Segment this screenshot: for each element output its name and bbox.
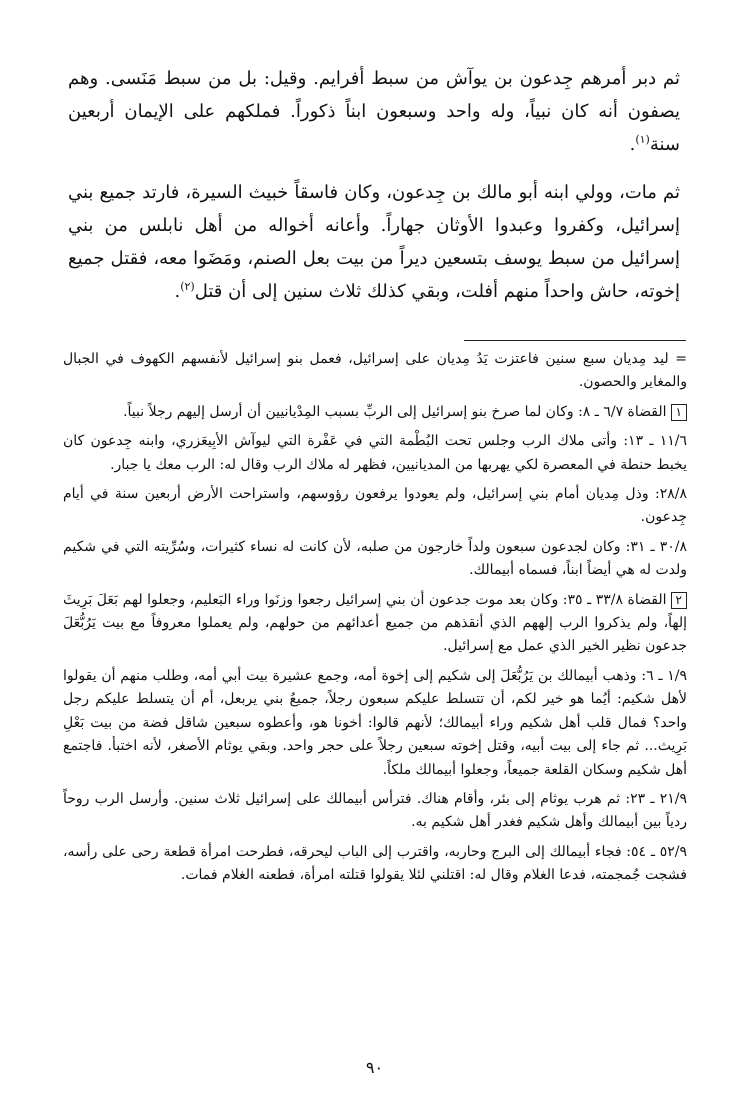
main-paragraph	[68, 176, 680, 308]
footnote-text: القضاة ٣٣/٨ ـ ٣٥: وكان بعد موت جدعون أن بني إسرائيل رجعوا وزنَوا وراء البَعليم، وجعلوا لهم بَعَلَ بَرِيثَ إلهاً، ولم يذكروا الرب إلههم الذي أنقذهم من جميع أعدائهم من حولهم، ولم يعملوا معروفاً مع بيت يَرُبُّعَلَ جدعون نظير الخير الذي عمل مع إسرائيل.	[63, 591, 687, 655]
footnote-paragraph	[63, 348, 687, 395]
footnote-text: ٢٨/٨: وذل مِديان أمام بني إسرائيل، ولم يعودوا يرفعون رؤوسهم، واستراحت الأرض أربعين سنة في أيام جِدعون.	[63, 486, 687, 526]
footnote-ref: (١)	[635, 133, 650, 146]
footnote-paragraph	[63, 665, 687, 782]
main-text	[68, 62, 680, 308]
paragraph-end: .	[629, 134, 636, 155]
footnote-text: ١/٩ ـ ٦: وذهب أبيمالك بن يَرُبُّعَلَ إلى شكيم إلى إخوة أمه، وجمع عشيرة بيت أبي أمه، وطلب منهم أن يقولوا لأهل شكيم: أيُما هو خير لكم، أن تتسلط عليكم سبعون رجلاً، جميعُ بني يربعل، أم أن يتسلط عليكم رجل واحد؟ فمال قلب أهل شكيم وراء أبيمالك؛ لأنهم قالوا: أخونا هو، وأعطوه سبعين شاقل فضة من بيت بَعْلِ بَرِيث... ثم جاء إلى بيت أبيه، وقتل إخوته سبعين رجلاً على حجر واحد. وبقي يوثام الأصغر، لأنه اختبأ. فاجتمع أهل شكيم وسكان القلعة جميعاً، وجعلوا أبيمالك ملكاً.	[63, 667, 687, 778]
footnote-text: ٣٠/٨ ـ ٣١: وكان لجدعون سبعون ولداً خارجون من صلبه، لأن كانت له نساء كثيرات، وسُرِّيته التي في شكيم ولدت له هي أيضاً ابناً، فسماه أبيمالك.	[63, 538, 687, 579]
footnotes	[63, 348, 687, 894]
footnote-paragraph	[63, 841, 687, 888]
footnote-text: ١١/٦ ـ ١٣: وأتى ملاك الرب وجلس تحت البُطْمة التي في عَفْرة التي ليوآش الأبِيعَزري، وابنه جِدعون كان يخبط حنطة في المعصرة لكي يهربها من المديانيين، فظهر له ملاك الرب وقال له: الرب معك يا جبار.	[63, 433, 687, 473]
main-paragraph	[68, 62, 680, 161]
paragraph-text: ثم مات، وولي ابنه أبو مالك بن جِدعون، وكان فاسقاً خبيث السيرة، فارتد جميع بني إسرائيل، وكفروا وعبدوا الأوثان جهاراً. وأعانه أخواله من أهل نابلس من بني إسرائيل من سبط يوسف بتسعين ديراً من بيت بعل الصنم، ومَضَوا معه، فقتل جميع إخوته، حاش واحداً منهم أفلت، وبقي كذلك ثلاث سنين إلى أن قتل	[68, 182, 680, 302]
paragraph-end: .	[174, 281, 181, 302]
page-number: ٩٠	[365, 1058, 384, 1077]
footnote-ref: (٢)	[180, 280, 195, 293]
footnote-paragraph	[63, 788, 687, 835]
footnote-text: = ليد مِديان سبع سنين فاعتزت يَدُ مِديان على إسرائيل، فعمل بنو إسرائيل لأنفسهم الكهوف في الجبال والمغاير والحصون.	[63, 351, 687, 391]
footnote-text: ٥٢/٩ ـ ٥٤: فجاء أبيمالك إلى البرج وحاربه، واقترب إلى الباب ليحرقه، فطرحت امرأة قطعة رحى على رأسه، فشجت جُمجمته، فدعا الغلام وقال له: اقتلني لئلا يقولوا قتلته امرأة، فطعنه الغلام فمات.	[63, 843, 687, 884]
footnote-paragraph	[63, 589, 687, 659]
footnote-number-box: ٢	[671, 592, 687, 609]
footnote-paragraph	[63, 536, 687, 583]
footnote-paragraph	[63, 430, 687, 477]
footnote-text: ٢١/٩ ـ ٢٣: ثم هرب يوثام إلى بئر، وأقام هناك. فترأس أبيمالك على إسرائيل ثلاث سنين. وأرسل الرب روحاً ردياً بين أبيمالك وأهل شكيم فغدر أهل شكيم به.	[63, 790, 687, 831]
footnote-divider	[464, 340, 686, 341]
footnote-number-box: ١	[671, 404, 687, 421]
footnote-paragraph	[63, 483, 687, 530]
footnote-text: القضاة ٦/٧ ـ ٨: وكان لما صرخ بنو إسرائيل إلى الربِّ بسبب المِدْيانيين أن أرسل إليهم رجلاً نبياً.	[123, 403, 667, 420]
paragraph-text: ثم دبر أمرهم جِدعون بن يوآش من سبط أفرايم. وقيل: بل من سبط مَنَسى. وهم يصفون أنه كان نبياً، وله واحد وسبعون ابناً ذكوراً. فملكهم على الإيمان أربعين سنة	[68, 68, 680, 155]
footnote-paragraph	[63, 401, 687, 424]
